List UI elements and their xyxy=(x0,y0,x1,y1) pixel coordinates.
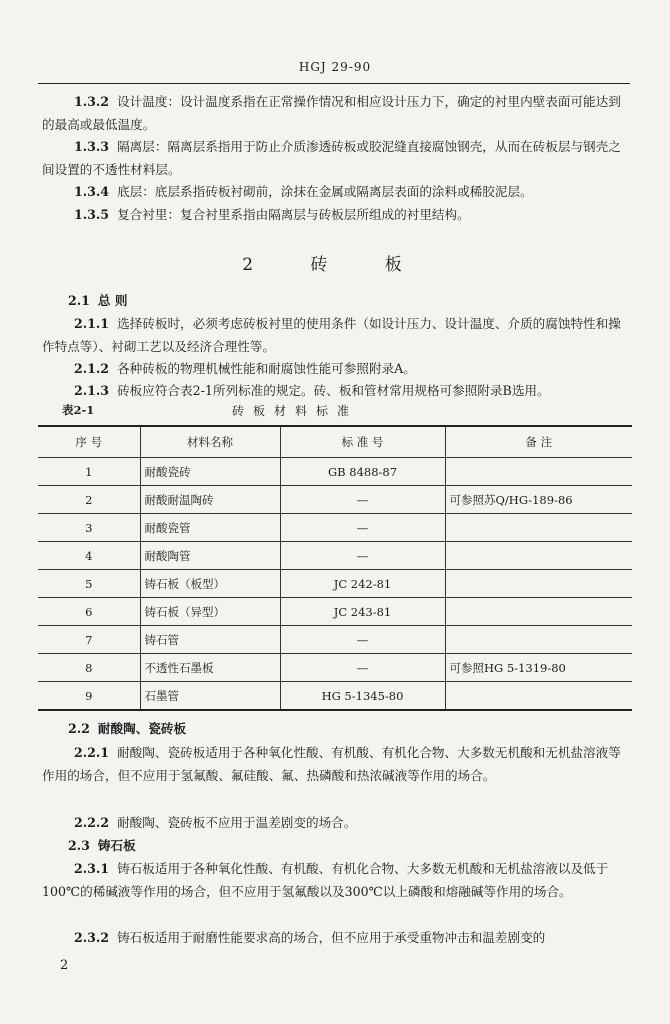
table-title: 砖板材料标准 xyxy=(232,404,359,418)
table-row xyxy=(38,542,632,570)
cell-remark xyxy=(445,542,632,570)
table-header-row xyxy=(38,426,632,458)
col-header-index: 序 号 xyxy=(38,426,140,458)
cell-material: 耐酸瓷砖 xyxy=(140,458,280,486)
cell-material: 不透性石墨板 xyxy=(140,654,280,682)
para-2-3-2: 2.3.2 铸石板适用于耐磨性能要求高的场合，但不应用于承受重物冲击和温差剧变的 xyxy=(74,930,546,945)
cell-standard: HG 5-1345-80 xyxy=(280,682,445,711)
cell-material: 石墨管 xyxy=(140,682,280,711)
cell-material: 铸石板（板型） xyxy=(140,570,280,598)
cell-index: 3 xyxy=(38,514,140,542)
cell-standard: JC 242-81 xyxy=(280,570,445,598)
table-row xyxy=(38,598,632,626)
table-row xyxy=(38,458,632,486)
col-header-standard: 标 准 号 xyxy=(280,426,445,458)
cell-material: 耐酸耐温陶砖 xyxy=(140,486,280,514)
chapter-title: 2 砖 板 xyxy=(242,255,428,275)
cell-standard: JC 243-81 xyxy=(280,598,445,626)
cell-index: 7 xyxy=(38,626,140,654)
cell-index: 2 xyxy=(38,486,140,514)
table-row xyxy=(38,626,632,654)
para-2-3-1: 2.3.1 铸石板适用于各种氧化性酸、有机酸、有机化合物、大多数无机酸和无机盐溶液以及低于100℃的稀碱液等作用的场合，但不应用于氢氟酸以及300℃以上磷酸和熔融碱等作用的场合。 xyxy=(42,861,609,899)
para-1-3-5: 1.3.5 复合衬里：复合衬里系指由隔离层与砖板层所组成的衬里结构。 xyxy=(74,207,470,222)
cell-material: 铸石管 xyxy=(140,626,280,654)
cell-index: 6 xyxy=(38,598,140,626)
cell-standard: — xyxy=(280,486,445,514)
cell-standard: — xyxy=(280,514,445,542)
materials-standard-table xyxy=(38,425,632,711)
cell-remark: 可参照HG 5-1319-80 xyxy=(445,654,632,682)
cell-remark xyxy=(445,570,632,598)
cell-remark xyxy=(445,458,632,486)
cell-material: 铸石板（异型） xyxy=(140,598,280,626)
cell-material: 耐酸瓷管 xyxy=(140,514,280,542)
para-2-1-2: 2.1.2 各种砖板的物理机械性能和耐腐蚀性能可参照附录A。 xyxy=(74,361,416,376)
section-2-1-heading: 2.1 总 则 xyxy=(68,293,128,308)
cell-remark xyxy=(445,598,632,626)
cell-material: 耐酸陶管 xyxy=(140,542,280,570)
cell-remark xyxy=(445,514,632,542)
cell-index: 4 xyxy=(38,542,140,570)
cell-remark: 可参照苏Q/HG-189-86 xyxy=(445,486,632,514)
table-row xyxy=(38,654,632,682)
para-1-3-2: 1.3.2 设计温度：设计温度系指在正常操作情况和相应设计压力下，确定的衬里内壁表面可能达到的最高或最低温度。 xyxy=(42,94,621,132)
table-row xyxy=(38,570,632,598)
col-header-material: 材料名称 xyxy=(140,426,280,458)
page-header: HGJ 29-90 xyxy=(298,60,372,74)
cell-index: 8 xyxy=(38,654,140,682)
para-2-2-2: 2.2.2 耐酸陶、瓷砖板不应用于温差剧变的场合。 xyxy=(74,815,357,830)
cell-standard: GB 8488-87 xyxy=(280,458,445,486)
cell-index: 1 xyxy=(38,458,140,486)
cell-standard: — xyxy=(280,626,445,654)
table-row xyxy=(38,514,632,542)
table-row xyxy=(38,486,632,514)
cell-remark xyxy=(445,626,632,654)
table-number: 表2-1 xyxy=(62,403,95,417)
cell-index: 9 xyxy=(38,682,140,711)
cell-standard: — xyxy=(280,542,445,570)
cell-remark xyxy=(445,682,632,711)
page-number: 2 xyxy=(60,958,69,973)
para-2-2-1: 2.2.1 耐酸陶、瓷砖板适用于各种氧化性酸、有机酸、有机化合物、大多数无机酸和无机盐溶液等作用的场合，但不应用于氢氟酸、氟硅酸、氟、热磷酸和热浓碱液等作用的场合。 xyxy=(42,745,621,783)
para-2-1-1: 2.1.1 选择砖板时，必须考虑砖板衬里的使用条件（如设计压力、设计温度、介质的腐蚀特性和操作特点等）、衬砌工艺以及经济合理性等。 xyxy=(42,316,621,354)
cell-standard: — xyxy=(280,654,445,682)
para-1-3-4: 1.3.4 底层：底层系指砖板衬砌前，涂抹在金属或隔离层表面的涂料或稀胶泥层。 xyxy=(74,184,533,199)
table-row xyxy=(38,682,632,711)
para-1-3-3: 1.3.3 隔离层：隔离层系指用于防止介质渗透砖板或胶泥缝直接腐蚀钢壳，从而在砖板层与钢壳之间设置的不透性材料层。 xyxy=(42,139,621,177)
section-2-2-heading: 2.2 耐酸陶、瓷砖板 xyxy=(68,721,187,736)
para-2-1-3: 2.1.3 砖板应符合表2-1所列标准的规定。砖、板和管材常用规格可参照附录B选用。 xyxy=(74,383,550,398)
col-header-remark: 备 注 xyxy=(445,426,632,458)
cell-index: 5 xyxy=(38,570,140,598)
header-rule xyxy=(38,83,630,84)
section-2-3-heading: 2.3 铸石板 xyxy=(68,838,136,853)
